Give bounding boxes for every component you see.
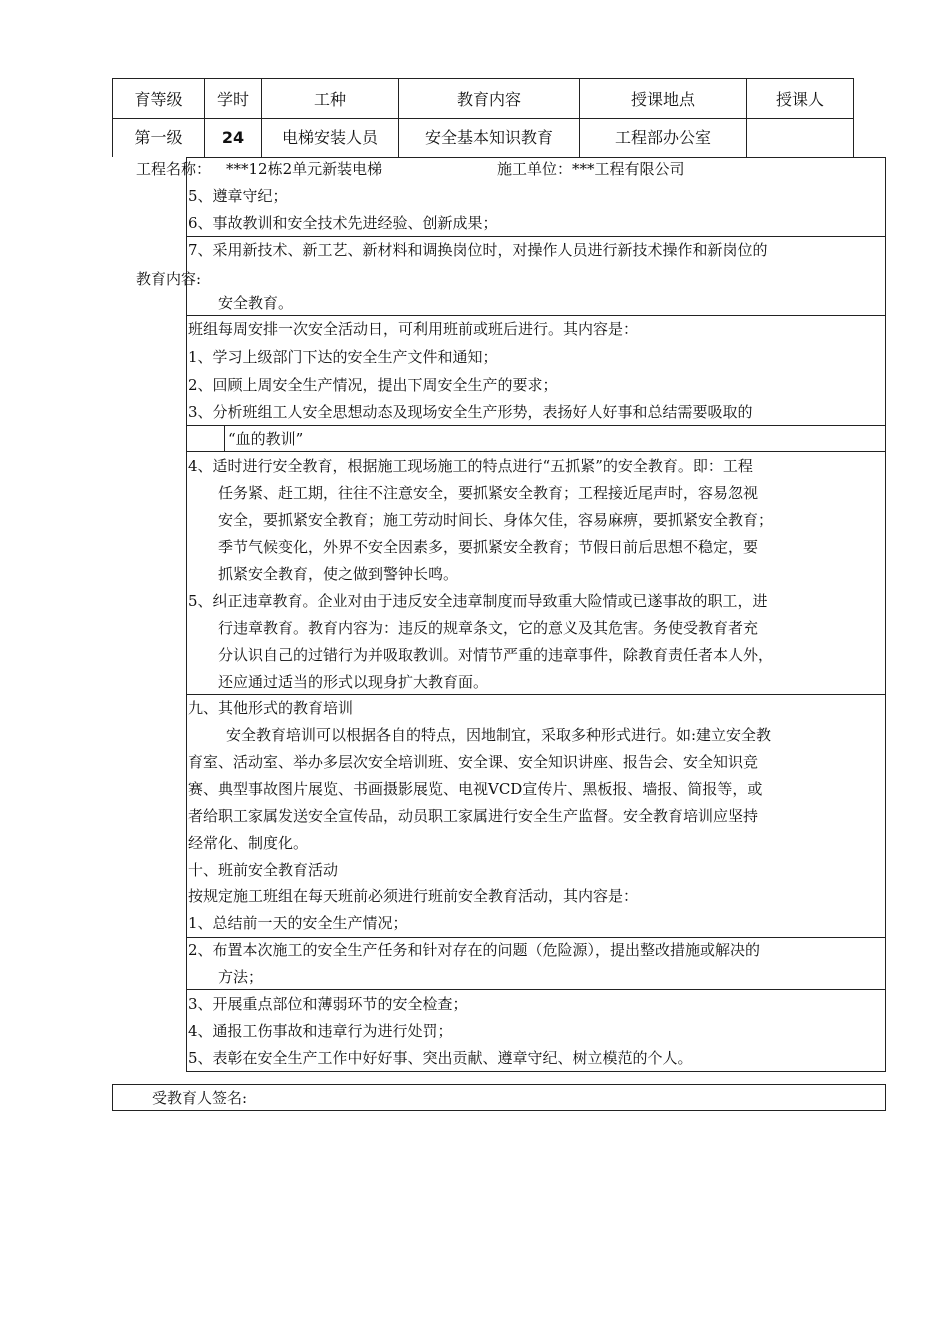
body-line: 5、遵章守纪；: [188, 187, 288, 205]
value-level: 第一级: [134, 128, 183, 147]
body-line: 安全，要抓紧安全教育；施工劳动时间长、身体欠佳，容易麻痹，要抓紧安全教育；: [218, 511, 774, 529]
content-bottom-border: [186, 1071, 886, 1072]
value-hours: 24: [221, 128, 245, 147]
body-line: 3、开展重点部位和薄弱环节的安全检查；: [188, 995, 468, 1013]
signature-top-border: [112, 1084, 886, 1085]
value-trade: 电梯安装人员: [281, 128, 378, 147]
value-location: 工程部办公室: [614, 128, 711, 147]
body-line: 安全教育培训可以根据各自的特点，因地制宜，采取多种形式进行。如:建立安全教: [226, 726, 772, 744]
column-content: [399, 80, 579, 155]
header-location: 授课地点: [630, 90, 695, 109]
body-line: 3、分析班组工人安全思想动态及现场安全生产形势，表扬好人好事和总结需要吸取的: [188, 403, 753, 421]
content-inner-divider: [224, 425, 225, 451]
body-line: 经常化、制度化。: [188, 834, 309, 852]
content-divider: [186, 937, 886, 938]
body-line: 7、采用新技术、新工艺、新材料和调换岗位时，对操作人员进行新技术操作和新岗位的: [188, 241, 768, 259]
table-right-border: [853, 78, 854, 157]
signature-label: 受教育人签名:: [152, 1089, 248, 1107]
body-line: 2、布置本次施工的安全生产任务和针对存在的问题（危险源），提出整改措施或解决的: [188, 941, 761, 959]
body-line: 1、总结前一天的安全生产情况；: [188, 914, 408, 932]
body-line: 赛、典型事故图片展览、书画摄影展览、电视VCD宣传片、黑板报、墙报、简报等，或: [188, 780, 763, 798]
body-line: 2、回顾上周安全生产情况，提出下周安全生产的要求；: [188, 376, 558, 394]
body-line: 九、其他形式的教育培训: [188, 699, 354, 717]
body-line: 安全教育。: [218, 294, 294, 312]
content-divider: [186, 451, 886, 452]
body-line: 6、事故教训和安全技术先进经验、创新成果；: [188, 214, 498, 232]
body-line: 4、通报工伤事故和违章行为进行处罚；: [188, 1022, 453, 1040]
contractor-label: 施工单位：: [497, 160, 573, 178]
body-line: 育室、活动室、举办多层次安全培训班、安全课、安全知识讲座、报告会、安全知识竞: [188, 753, 759, 771]
content-divider: [186, 236, 886, 237]
header-level: 育等级: [134, 90, 183, 109]
body-line: 1、学习上级部门下达的安全生产文件和通知；: [188, 348, 498, 366]
body-line: 班组每周安排一次安全活动日，可利用班前或班后进行。其内容是：: [188, 320, 639, 338]
value-content: 安全基本知识教育: [424, 128, 553, 147]
header-hours: 学时: [216, 90, 249, 109]
header-teacher: 授课人: [775, 90, 824, 109]
content-right-border: [885, 157, 886, 1072]
body-line: 还应通过适当的形式以现身扩大教育面。: [218, 673, 489, 691]
body-line: 5、纠正违章教育。企业对由于违反安全违章制度而导致重大险情或已遂事故的职工，进: [188, 592, 768, 610]
column-location: [580, 80, 746, 155]
content-divider: [186, 694, 886, 695]
content-left-border: [186, 157, 187, 1072]
project-name-label: 工程名称：: [136, 160, 212, 178]
column-level: [113, 80, 204, 155]
table-top-border: [112, 78, 854, 79]
signature-right-border: [885, 1084, 886, 1111]
education-content-label: 教育内容:: [136, 270, 202, 288]
signature-left-border: [112, 1084, 113, 1111]
contractor-name: ***工程有限公司: [572, 160, 685, 178]
column-trade: [262, 80, 398, 155]
body-line: 方法；: [218, 968, 264, 986]
body-line: 5、表彰在安全生产工作中好好事、突出贡献、遵章守纪、树立模范的个人。: [188, 1049, 693, 1067]
body-line: 行违章教育。教育内容为：违反的规章条文，它的意义及其危害。务使受教育者充: [218, 619, 759, 637]
body-line: “血的教训”: [228, 430, 304, 448]
content-divider: [186, 425, 886, 426]
content-divider: [186, 989, 886, 990]
body-line: 分认识自己的过错行为并吸取教训。对情节严重的违章事件，除教育责任者本人外，: [218, 646, 774, 664]
body-line: 抓紧安全教育，使之做到警钟长鸣。: [218, 565, 459, 583]
content-divider: [186, 315, 886, 316]
body-line: 季节气候变化，外界不安全因素多，要抓紧安全教育；节假日前后思想不稳定，要: [218, 538, 759, 556]
header-trade: 工种: [313, 90, 346, 109]
body-line: 任务紧、赶工期，往往不注意安全，要抓紧安全教育；工程接近尾声时，容易忽视: [218, 484, 759, 502]
body-line: 者给职工家属发送安全宣传品，动员职工家属进行安全生产监督。安全教育培训应坚持: [188, 807, 759, 825]
column-teacher: [747, 80, 853, 155]
body-line: 4、适时进行安全教育，根据施工现场施工的特点进行“五抓紧”的安全教育。即：工程: [188, 457, 753, 475]
project-name: ***12栋2单元新装电梯: [226, 160, 383, 178]
header-content: 教育内容: [456, 90, 521, 109]
body-line: 按规定施工班组在每天班前必须进行班前安全教育活动，其内容是：: [188, 887, 639, 905]
signature-bottom-border: [112, 1110, 886, 1111]
body-line: 十、班前安全教育活动: [188, 861, 339, 879]
column-hours: [205, 80, 261, 155]
